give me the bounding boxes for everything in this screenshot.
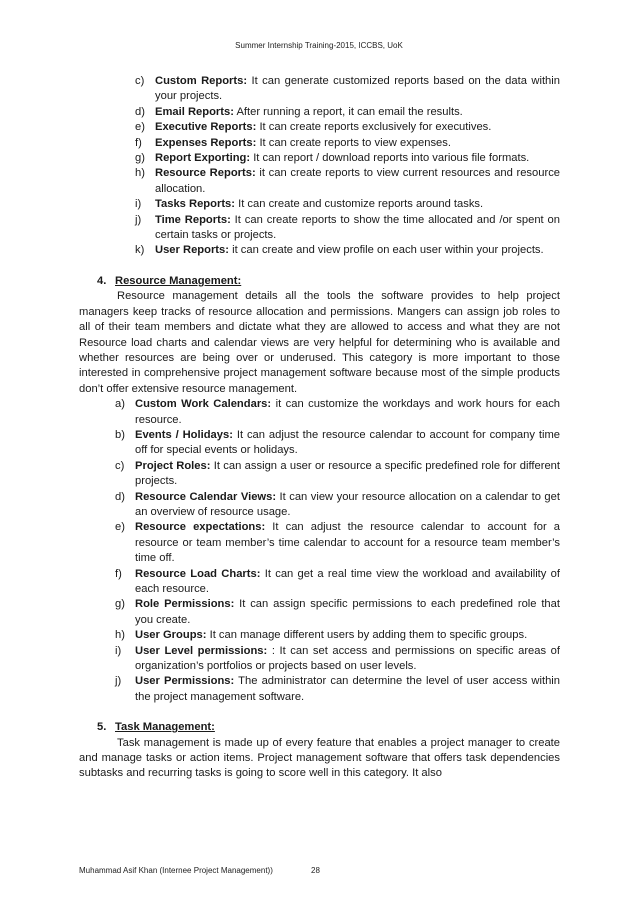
list-item (115, 644, 560, 675)
item-title: User Reports: (155, 244, 229, 257)
list-marker: g) (115, 598, 125, 611)
section-number: 5. (97, 721, 107, 734)
list-marker: g) (135, 152, 145, 165)
item-title: Role Permissions: (135, 598, 235, 611)
list-marker: k) (135, 244, 145, 257)
item-title: User Permissions: (135, 675, 235, 688)
list-item (135, 213, 560, 244)
item-title: Events / Holidays: (135, 428, 233, 441)
item-text: It can create reports to show the time allocated and /or spent on certain tasks or projects. (155, 213, 560, 242)
item-text: It can view your resource allocation on a calendar to get an overview of resource usage. (135, 490, 560, 518)
item-text: It can assign a user or resource a specific predefined role for different projects. (135, 459, 561, 488)
list-marker: j) (135, 213, 142, 226)
item-text: The administrator can determine the level of user access within the project management software. (135, 675, 561, 703)
item-text: : It can set access and permissions on specific areas of organization’s portfolios or projects based on user levels. (135, 644, 560, 673)
item-text: It can generate customized reports based on the data within your projects. (155, 75, 560, 103)
list-marker: j) (115, 675, 122, 688)
section-number: 4. (97, 274, 107, 287)
page-footer (79, 866, 320, 875)
list-marker: i) (115, 644, 122, 657)
list-item (115, 459, 561, 490)
list-item (115, 428, 561, 459)
item-title: User Level permissions: (135, 644, 268, 657)
item-title: Time Reports: (155, 213, 231, 226)
item-title: Resource Reports: (155, 167, 256, 180)
list-marker: h) (135, 167, 145, 180)
item-title: Custom Reports: (155, 75, 248, 87)
list-item (135, 166, 561, 197)
item-title: Custom Work Calendars: (135, 398, 272, 411)
footer-author: Muhammad Asif Khan (Internee Project Management)) (79, 866, 273, 875)
section-title: Resource Management: (115, 274, 242, 287)
item-text: It can assign specific permissions to each predefined role that you create. (135, 598, 560, 626)
list-item (135, 197, 560, 212)
section-title: Task Management: (115, 721, 215, 734)
page-header: Summer Internship Training-2015, ICCBS, UoK (235, 41, 403, 50)
section-5-heading (97, 720, 560, 735)
list-item (115, 674, 561, 705)
resource-management-list (115, 397, 561, 705)
list-marker: c) (115, 459, 125, 472)
reports-list (135, 74, 561, 259)
item-title: Resource Load Charts: (135, 567, 261, 580)
section-5-paragraph: Task management is made up of every feature that enables a project manager to create and manage tasks or action items. Project management software that offers task dependencies subtasks and recurring tasks is going to score well in this category. It also (79, 736, 560, 780)
page-number: 28 (311, 866, 320, 875)
item-text: it can create and view profile on each user within your projects. (228, 244, 544, 257)
list-item (115, 597, 560, 628)
list-item (135, 74, 560, 105)
list-item (115, 567, 560, 598)
item-text: It can manage different users by adding them to specific groups. (206, 629, 528, 642)
list-marker: a) (115, 398, 125, 411)
list-item (135, 151, 560, 166)
list-marker: i) (135, 198, 142, 211)
item-title: Resource expectations: (135, 521, 266, 534)
list-marker: d) (135, 105, 145, 118)
item-text: It can create and customize reports around tasks. (235, 198, 484, 211)
section-4-paragraph: Resource management details all the tools the software provides to help project managers keep tracks of resource allocation and permissions. Mangers can assign job roles to all of their team members and dictate what they are allowed to access and what they are not Resource load charts and calendar views are very helpful for determining who is available and whether resources are being over or underused. This category is more important to those interested in comprehensive project management software because most of the simple products don’t offer extensive resource management. (79, 290, 560, 395)
list-marker: e) (115, 521, 125, 534)
list-item (135, 120, 560, 135)
item-title: Project Roles: (135, 459, 211, 472)
list-marker: h) (115, 629, 125, 642)
item-text: It can adjust the resource calendar to account for a resource or team member’s time calendar to account for a resource team member’s time off. (135, 521, 560, 565)
item-text: It can adjust the resource calendar to account for company time off for special events or holidays. (135, 428, 561, 457)
list-marker: d) (115, 490, 125, 503)
item-text: It can create reports exclusively for executives. (256, 121, 492, 134)
item-title: Email Reports: (155, 105, 234, 118)
list-item (115, 397, 561, 428)
item-text: it can customize the workdays and work hours for each resource. (135, 398, 561, 426)
item-title: Resource Calendar Views: (135, 490, 277, 503)
page-content (79, 74, 560, 782)
list-item (115, 490, 560, 521)
list-item (135, 243, 560, 258)
item-title: Expenses Reports: (155, 136, 257, 149)
list-item (135, 105, 560, 120)
item-text: After running a report, it can email the results. (233, 105, 463, 118)
list-marker: b) (115, 428, 125, 441)
item-text: It can report / download reports into various file formats. (250, 152, 530, 165)
list-item (115, 520, 560, 566)
list-marker: f) (115, 567, 122, 580)
item-title: Report Exporting: (155, 152, 251, 165)
item-title: Executive Reports: (155, 121, 257, 134)
list-marker: f) (135, 136, 142, 149)
list-marker: c) (135, 75, 145, 87)
list-marker: e) (135, 121, 145, 134)
item-text: It can get a real time view the workload and availability of each resource. (135, 567, 560, 595)
list-item (115, 628, 560, 643)
item-title: Tasks Reports: (155, 198, 235, 211)
list-item (135, 136, 560, 151)
item-title: User Groups: (135, 629, 207, 642)
item-text: It can create reports to view expenses. (256, 136, 451, 149)
item-text: it can create reports to view current resources and resource allocation. (155, 167, 561, 195)
section-4-heading (97, 274, 560, 289)
